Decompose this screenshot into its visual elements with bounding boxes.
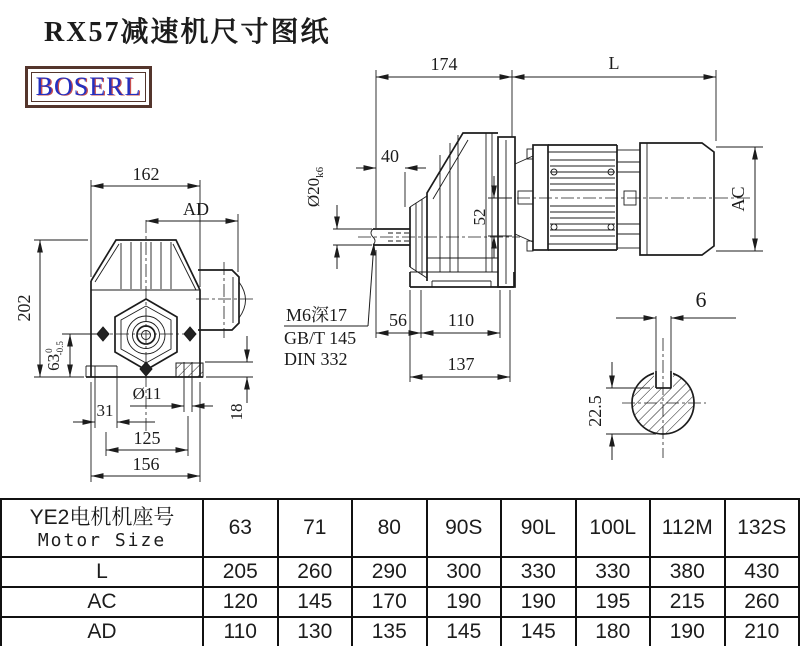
- side-view: [284, 53, 763, 382]
- dim-52-label: 52: [470, 208, 489, 226]
- table-cell: 170: [352, 587, 427, 617]
- table-cell: 190: [427, 587, 502, 617]
- table-header-row: [1, 499, 799, 557]
- motor-size-table: [0, 498, 800, 646]
- note-tap-label: M6深17: [286, 305, 348, 325]
- table-cell: 195: [576, 587, 651, 617]
- page-title: RX57减速机尺寸图纸: [44, 17, 331, 48]
- table-row-L: [1, 557, 799, 587]
- table-col-header: 90S: [427, 499, 502, 557]
- dim-31-label: 31: [96, 401, 114, 420]
- table-col-header: 112M: [650, 499, 725, 557]
- dim-key-width-label: 6: [695, 287, 707, 312]
- table-cell: 130: [278, 617, 353, 646]
- dim-202-label: 202: [14, 294, 34, 322]
- dim-18-label: 18: [227, 403, 246, 421]
- header-en: Motor Size: [37, 529, 167, 551]
- dim-110-label: 110: [447, 310, 475, 330]
- dim-l-label: L: [608, 53, 620, 73]
- table-cell: 300: [427, 557, 502, 587]
- key-section-view: [585, 287, 736, 460]
- dim-162-label: 162: [132, 164, 160, 184]
- table-cell: 330: [501, 557, 576, 587]
- table-cell: 190: [501, 587, 576, 617]
- row-label: AC: [1, 587, 203, 617]
- brand-logo-text: BOSERL: [35, 72, 142, 101]
- dim-125-label: 125: [133, 428, 161, 448]
- table-cell: 215: [650, 587, 725, 617]
- table-cell: 180: [576, 617, 651, 646]
- note-std2-label: DIN 332: [284, 349, 348, 369]
- table-row-AD: [1, 617, 799, 646]
- table-col-header: 80: [352, 499, 427, 557]
- table-cell: 290: [352, 557, 427, 587]
- table-cell: 260: [278, 557, 353, 587]
- dim-hole-label: Ø11: [132, 384, 162, 403]
- table-col-header: 132S: [725, 499, 800, 557]
- table-cell: 205: [203, 557, 278, 587]
- table-col-header: 100L: [576, 499, 651, 557]
- table-cell: 190: [650, 617, 725, 646]
- header-cn: YE2电机机座号: [29, 505, 175, 529]
- row-label: L: [1, 557, 203, 587]
- table-cell: 260: [725, 587, 800, 617]
- table-cell: 430: [725, 557, 800, 587]
- table-cell: 110: [203, 617, 278, 646]
- dim-174-label: 174: [430, 54, 458, 74]
- table-cell: 145: [427, 617, 502, 646]
- dim-156-label: 156: [132, 454, 160, 474]
- front-view: [14, 164, 255, 482]
- table-cell: 120: [203, 587, 278, 617]
- dim-ac-label: AC: [728, 186, 748, 212]
- dim-ad-label: AD: [183, 199, 209, 219]
- table-cell: 210: [725, 617, 800, 646]
- table-header-motor-size: [1, 499, 203, 557]
- table-cell: 330: [576, 557, 651, 587]
- dim-56-label: 56: [389, 310, 407, 330]
- table-col-header: 90L: [501, 499, 576, 557]
- table-col-header: 71: [278, 499, 353, 557]
- row-label: AD: [1, 617, 203, 646]
- dim-key-height-label: 22.5: [585, 395, 605, 427]
- note-std1-label: GB/T 145: [284, 328, 357, 348]
- dim-137-label: 137: [447, 354, 475, 374]
- table-cell: 145: [278, 587, 353, 617]
- dim-40-label: 40: [381, 146, 399, 166]
- dim-63-label: $63^0-0.5$: [44, 341, 65, 371]
- table-cell: 135: [352, 617, 427, 646]
- dim-shaft-label: $Ø20_{k6}$: [304, 166, 326, 208]
- table-col-header: 63: [203, 499, 278, 557]
- table-cell: 380: [650, 557, 725, 587]
- table-row-AC: [1, 587, 799, 617]
- table-cell: 145: [501, 617, 576, 646]
